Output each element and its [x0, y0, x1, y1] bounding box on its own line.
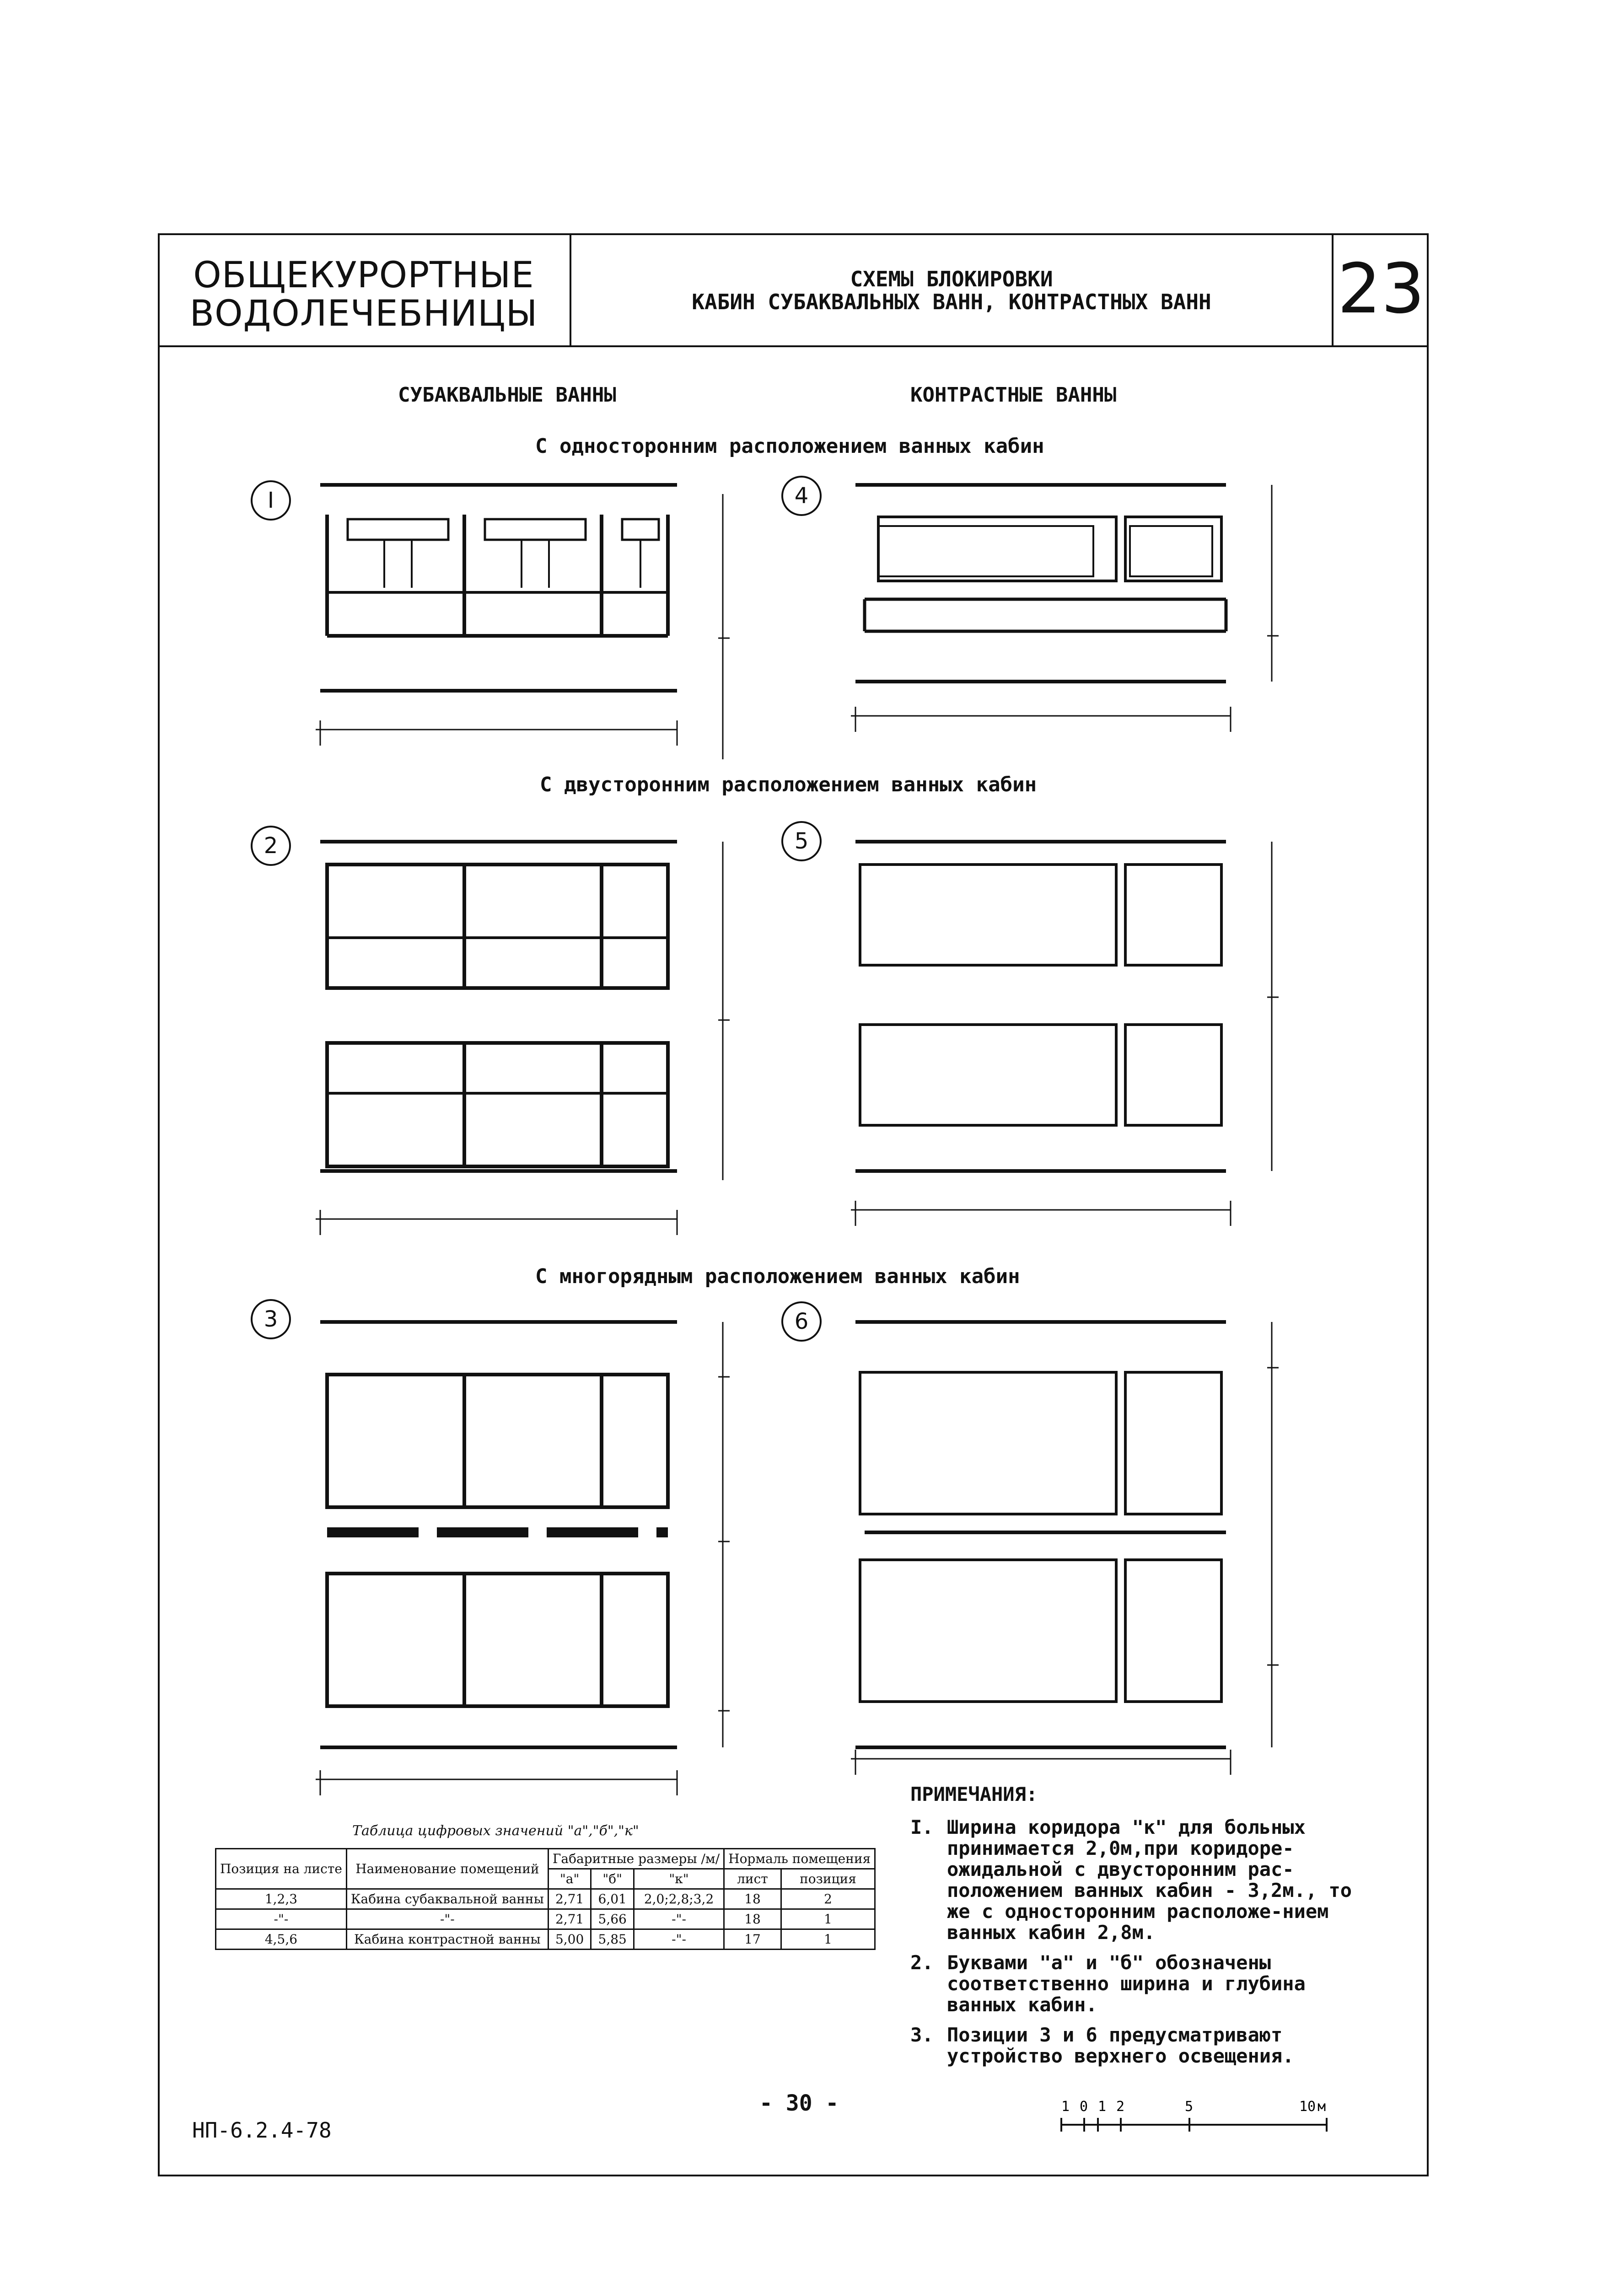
note-item — [910, 1817, 1368, 1943]
scale-tick-label: 2 — [1116, 2099, 1125, 2115]
section-title-2: С двусторонним расположением ванных кабин — [540, 773, 1037, 796]
cell: 5,66 — [591, 1909, 634, 1929]
title-line-2: ВОДОЛЕЧЕБНИЦЫ — [189, 293, 538, 334]
cell: 2 — [781, 1889, 875, 1909]
scale-tick-label: 1 — [1098, 2099, 1107, 2115]
cell: -"- — [634, 1909, 724, 1929]
column-title-right: КОНТРАСТНЫЕ ВАННЫ — [910, 383, 1117, 407]
table-header-b: "б" — [591, 1869, 634, 1889]
cell: 5,85 — [591, 1929, 634, 1950]
table-header-k: "к" — [634, 1869, 724, 1889]
note-number: I. — [910, 1816, 934, 1838]
cell: 17 — [724, 1929, 781, 1950]
cell: -"- — [634, 1929, 724, 1950]
notes-heading: ПРИМЕЧАНИЯ: — [910, 1783, 1038, 1805]
cell: -"- — [216, 1909, 347, 1929]
note-text: Ширина коридора "к" для больных принимается 2,0м,при коридоре-ожидальной с двусторонним рас-положением ванных кабин - 3,2м., то же с односторонним расположе-нием ванных кабин 2,8м. — [947, 1816, 1352, 1944]
diagram-5 — [851, 842, 1279, 1226]
cell: -"- — [346, 1909, 548, 1929]
cell: 18 — [724, 1889, 781, 1909]
document-code: НП-6.2.4-78 — [192, 2118, 332, 2143]
subtitle-line-2: КАБИН СУБАКВАЛЬНЫХ ВАНН, КОНТРАСТНЫХ ВАНН — [692, 290, 1211, 314]
note-text: Буквами "а" и "б" обозначены соответственно ширина и глубина ванных кабин. — [947, 1951, 1306, 2016]
table-title: Таблица цифровых значений "а","б","к" — [352, 1823, 639, 1839]
cell: 1 — [781, 1929, 875, 1950]
table-row — [216, 1889, 875, 1909]
position-marker-6: 6 — [781, 1301, 822, 1342]
note-item — [910, 1952, 1368, 2015]
values-table — [215, 1848, 876, 1950]
page-number: - 30 - — [759, 2090, 839, 2116]
table-header-a: "а" — [548, 1869, 591, 1889]
cell: 2,71 — [548, 1889, 591, 1909]
cell: 18 — [724, 1909, 781, 1929]
table-header-dims: Габаритные размеры /м/ — [548, 1849, 724, 1869]
position-marker-4: 4 — [781, 476, 822, 516]
cell: 2,0;2,8;3,2 — [634, 1889, 724, 1909]
scale-tick-label: 10 — [1299, 2099, 1316, 2115]
cell: 5,00 — [548, 1929, 591, 1950]
cell: 4,5,6 — [216, 1929, 347, 1950]
title-line-1: ОБЩЕКУРОРТНЫЕ — [193, 255, 534, 296]
table-header-position: Позиция на листе — [216, 1849, 347, 1889]
diagram-1 — [316, 485, 730, 759]
scale-tick-label: 1 — [1061, 2099, 1070, 2115]
cell: 2,71 — [548, 1909, 591, 1929]
cell: 1 — [781, 1909, 875, 1929]
note-text: Позиции 3 и 6 предусматривают устройство верхнего освещения. — [947, 2024, 1294, 2067]
table-header-pos: позиция — [781, 1869, 875, 1889]
position-marker-5: 5 — [781, 821, 822, 861]
note-number: 3. — [910, 2024, 934, 2046]
cell: 1,2,3 — [216, 1889, 347, 1909]
section-title-3: С многорядным расположением ванных кабин — [535, 1265, 1020, 1288]
sheet-number: 23 — [1332, 233, 1429, 347]
diagram-3 — [316, 1322, 730, 1795]
notes-block — [910, 1784, 1368, 2076]
table-header-name: Наименование помещений — [346, 1849, 548, 1889]
cell: Кабина контрастной ванны — [346, 1929, 548, 1950]
position-marker-1: I — [251, 480, 291, 521]
subtitle-line-1: СХЕМЫ БЛОКИРОВКИ — [850, 267, 1053, 291]
table-row — [216, 1909, 875, 1929]
table-header-norm: Нормаль помещения — [724, 1849, 875, 1869]
diagram-6 — [851, 1322, 1279, 1775]
diagram-2 — [316, 842, 730, 1235]
cell: 6,01 — [591, 1889, 634, 1909]
scale-tick-label: 0 — [1080, 2099, 1088, 2115]
note-item — [910, 2025, 1368, 2067]
column-title-left: СУБАКВАЛЬНЫЕ ВАННЫ — [398, 383, 616, 407]
scale-tick-label: 5 — [1185, 2099, 1194, 2115]
table-row — [216, 1929, 875, 1950]
diagram-4 — [851, 485, 1279, 732]
table-header-sheet: лист — [724, 1869, 781, 1889]
scale-unit: м — [1317, 2099, 1326, 2115]
note-number: 2. — [910, 1951, 934, 1974]
scale-bar — [1043, 2093, 1363, 2143]
position-marker-2: 2 — [251, 826, 291, 866]
section-title-1: С односторонним расположением ванных кабин — [535, 435, 1044, 458]
position-marker-3: 3 — [251, 1299, 291, 1339]
cell: Кабина субаквальной ванны — [346, 1889, 548, 1909]
